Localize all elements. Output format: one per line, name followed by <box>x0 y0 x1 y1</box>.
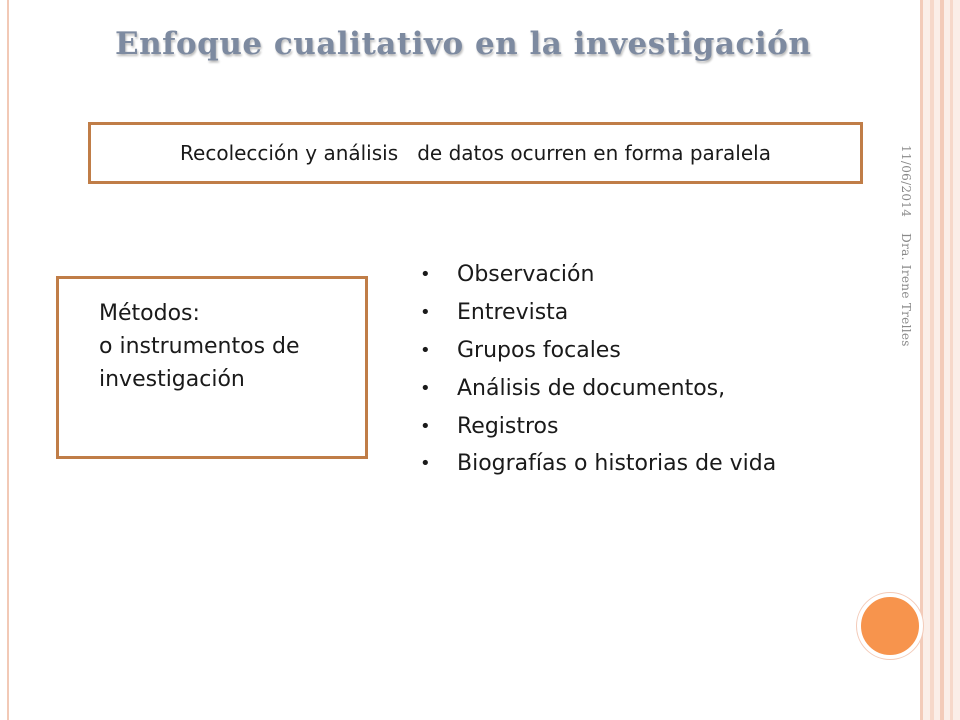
side-date: 11/06/2014 <box>899 145 913 218</box>
bullet-item <box>420 332 800 370</box>
bullet-text: Registros <box>457 414 559 439</box>
top-box-text: Recolección y análisis de datos ocurren en forma paralela <box>180 141 771 165</box>
top-box <box>88 122 863 184</box>
decorative-stripe <box>930 0 934 720</box>
bullet-icon: • <box>420 264 431 285</box>
bullet-icon: • <box>420 453 431 474</box>
bullet-item <box>420 408 800 446</box>
slide-title: Enfoque cualitativo en la investigación <box>115 26 812 62</box>
orange-circle-icon <box>857 593 923 659</box>
side-footer <box>893 145 913 347</box>
bullet-text: Grupos focales <box>457 338 621 363</box>
bullet-item <box>420 370 800 408</box>
bullet-icon: • <box>420 378 431 399</box>
bullet-icon: • <box>420 416 431 437</box>
bullet-text: Entrevista <box>457 300 569 325</box>
bullet-item <box>420 294 800 332</box>
bullet-item <box>420 256 800 294</box>
decorative-stripe <box>950 0 953 720</box>
methods-line: Métodos: <box>99 301 200 326</box>
bullet-icon: • <box>420 340 431 361</box>
bullet-item <box>420 446 800 481</box>
methods-bullet-list <box>420 256 800 481</box>
methods-line: investigación <box>99 367 245 392</box>
methods-line: o instrumentos de <box>99 334 300 359</box>
bullet-text: Biografías o historias de vida <box>457 451 777 476</box>
bullet-text: Observación <box>457 262 595 287</box>
bullet-text: Análisis de documentos, <box>457 376 726 401</box>
side-author: Dra. Irene Trelles <box>899 233 913 347</box>
decorative-stripe <box>940 0 944 720</box>
methods-box-text <box>99 297 300 396</box>
methods-box <box>56 276 368 459</box>
bullet-icon: • <box>420 302 431 323</box>
decorative-stripe <box>920 0 923 720</box>
left-border-line <box>7 0 9 720</box>
